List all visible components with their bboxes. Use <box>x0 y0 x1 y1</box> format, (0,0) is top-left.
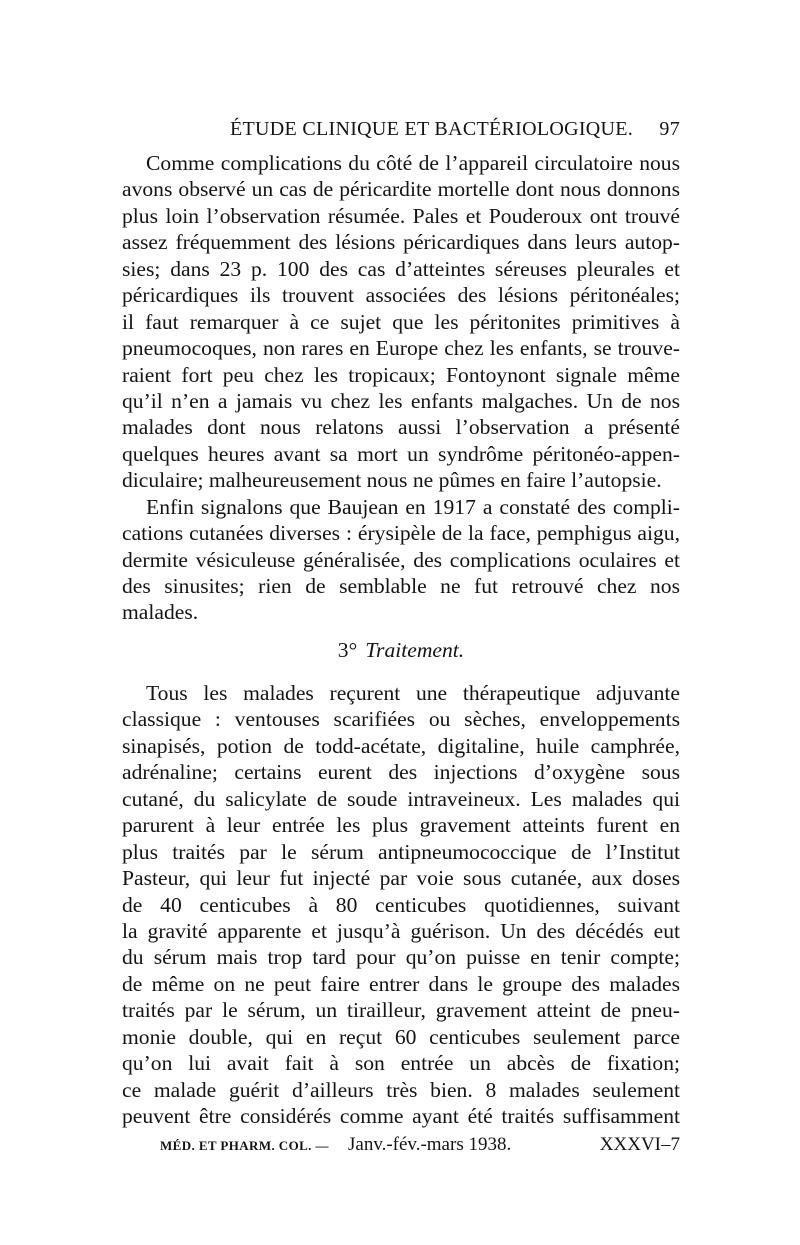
text-line: Enfin signalons que Baujean en 1917 a constaté des compli- <box>146 494 680 519</box>
text-line: avons observé un cas de péricardite mortelle dont nous donnons <box>122 177 680 202</box>
text-line: la gravité apparente et jusqu’à guérison. Un des décédés eut <box>122 918 680 943</box>
text-line: adrénaline; certains eurent des injections d’oxygène sous <box>122 760 680 785</box>
text-line: péricardiques ils trouvent associées des lésions péritonéales; <box>122 283 680 308</box>
text-line: du sérum mais trop tard pour qu’on puisse en tenir compte; <box>122 945 680 970</box>
text-line: parurent à leur entrée les plus gravement atteints furent en <box>122 813 680 838</box>
text-line: diculaire; malheureusement nous ne pûmes en faire l’autopsie. <box>122 468 662 493</box>
text-line: peuvent être considérés comme ayant été traités suffisamment <box>122 1104 680 1128</box>
text-line: Comme complications du côté de l’appareil circulatoire nous <box>146 151 680 175</box>
section-heading-traitement <box>122 636 680 664</box>
text-line: monie double, qui en reçut 60 centicubes seulement parce <box>122 1024 680 1049</box>
text-line: qu’il n’en a jamais vu chez les enfants malgaches. Un de nos <box>122 388 680 413</box>
running-header <box>122 118 680 148</box>
paragraph-traitement <box>122 680 680 1129</box>
text-line: plus loin l’observation résumée. Pales et Pouderoux ont trouvé <box>122 203 680 228</box>
text-line: sinapisés, potion de todd-acétate, digitaline, huile camphrée, <box>122 733 680 758</box>
text-line: de même on ne peut faire entrer dans le groupe des malades <box>122 971 680 996</box>
section-number: 3° <box>337 638 358 662</box>
text-line: plus traités par le sérum antipneumococcique de l’Institut <box>122 839 680 864</box>
text-line: il faut remarquer à ce sujet que les péritonites primitives à <box>122 309 680 334</box>
page-number: 97 <box>659 118 680 140</box>
text-line: assez fréquemment des lésions péricardiques dans leurs autop- <box>122 230 680 255</box>
text-line: ce malade guérit d’ailleurs très bien. 8 malades seulement <box>122 1077 680 1102</box>
footer-fascicle: XXXVI–7 <box>599 1134 680 1155</box>
text-line: Tous les malades reçurent une thérapeutique adjuvante <box>146 681 680 705</box>
text-line: malades dont nous relatons aussi l’observation a présenté <box>122 415 680 440</box>
text-line: quelques heures avant sa mort un syndrôme péritonéo-appen- <box>122 441 680 466</box>
page-footer <box>160 1134 680 1162</box>
text-line: Pasteur, qui leur fut injecté par voie sous cutanée, aux doses <box>122 866 680 891</box>
text-line: dermite vésiculeuse généralisée, des complications oculaires et <box>122 547 680 572</box>
footer-journal: MÉD. ET PHARM. COL. — <box>160 1138 329 1153</box>
section-title: Traitement. <box>365 638 465 662</box>
text-line: des sinusites; rien de semblable ne fut retrouvé chez nos <box>122 574 680 598</box>
text-line: pneumocoques, non rares en Europe chez les enfants, se trouve- <box>122 336 680 361</box>
text-line: malades. <box>122 600 199 625</box>
paragraph-complications <box>122 150 680 626</box>
text-line: sies; dans 23 p. 100 des cas d’atteintes séreuses pleurales et <box>122 256 680 281</box>
text-line: cutané, du salicylate de soude intraveineux. Les malades qui <box>122 786 680 811</box>
text-line: cations cutanées diverses : érysipèle de la face, pemphigus aigu, <box>122 521 680 546</box>
text-line: classique : ventouses scarifiées ou sèches, enveloppements <box>122 707 680 732</box>
footer-date: Janv.-fév.-mars 1938. <box>348 1134 512 1155</box>
text-line: de 40 centicubes à 80 centicubes quotidiennes, suivant <box>122 892 680 917</box>
running-title: ÉTUDE CLINIQUE ET BACTÉRIOLOGIQUE. <box>230 118 634 140</box>
text-line: traités par le sérum, un tirailleur, gravement atteint de pneu- <box>122 998 680 1023</box>
text-line: raient fort peu chez les tropicaux; Fontoynont signale même <box>122 362 680 387</box>
text-line: qu’on lui avait fait à son entrée un abcès de fixation; <box>122 1051 680 1076</box>
